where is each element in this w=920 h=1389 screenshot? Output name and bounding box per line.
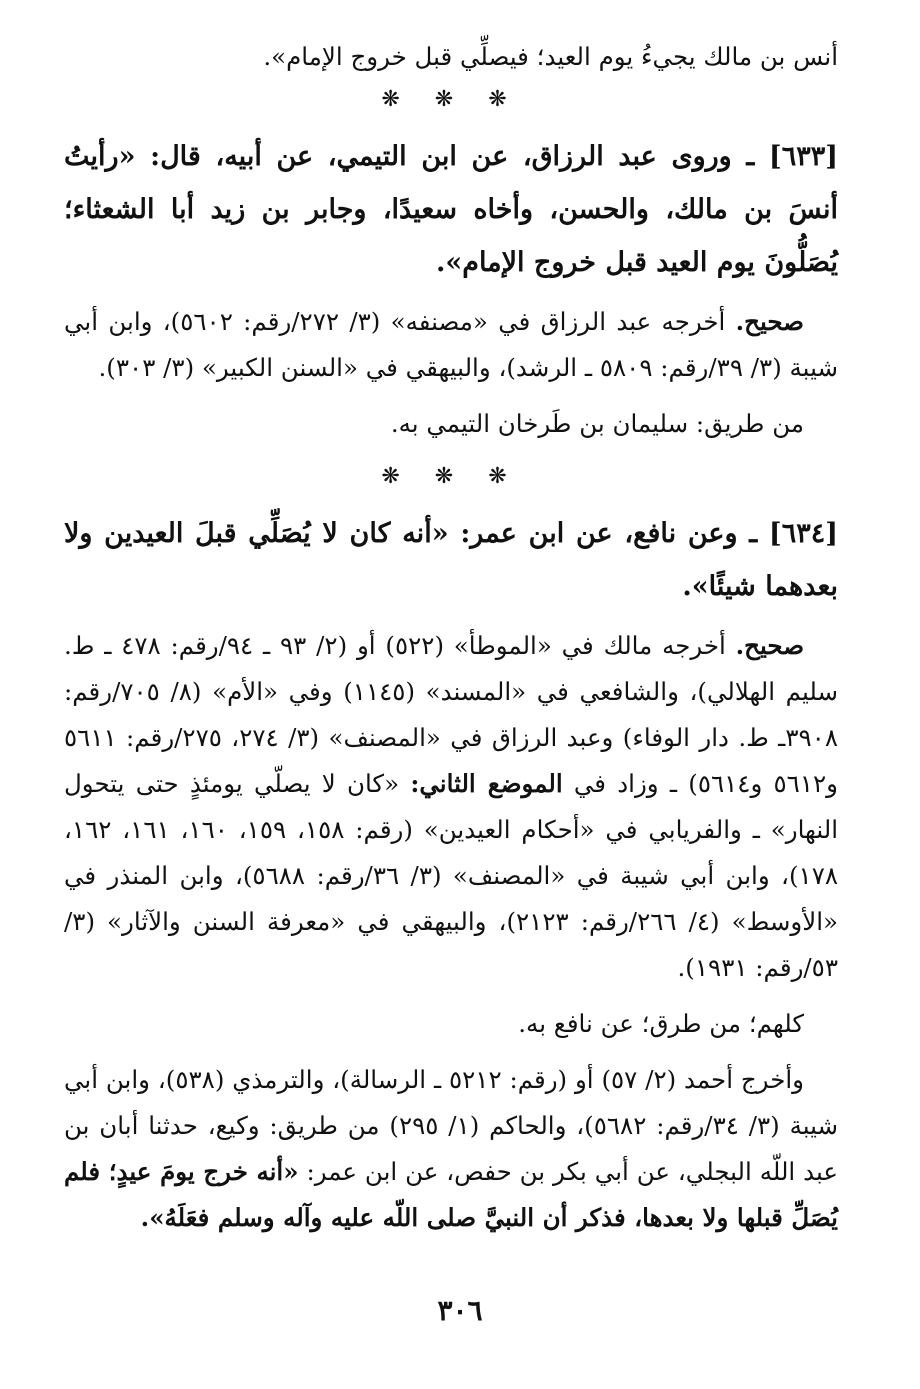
- hadith-634-takhrij-b: «كان لا يصلّي يومئذٍ حتى يتحول النهار» ـ والفريابي في «أحكام العيدين» (رقم: ١٥٨، ١٥٩، ١٦٠، ١٦١، ١٦٢، ١٧٨)، وابن أبي شيبة في «المصنف» (٣/ ٣٦/رقم: ٥٦٨٨)، وابن المنذر في «الأوسط» (٤/ ٢٦٦/رقم: ٢١٢٣)، والبيهقي في «معرفة السنن والآثار» (٣/ ٥٣/رقم: ١٩٣١).: [64, 769, 839, 982]
- hadith-634-takhrij-bold: الموضع الثاني:: [410, 769, 563, 798]
- hadith-634-takhrij-a: أخرجه مالك في «الموطأ» (٥٢٢) أو (٢/ ٩٣ ـ ٩٤/رقم: ٤٧٨ ـ ط. سليم الهلالي)، والشافعي في «المسند» (١١٤٥) وفي «الأم» (٨/ ٧٠٥/رقم: ٣٩٠٨ـ ط. دار الوفاء) وعبد الرزاق في «المصنف» (٣/ ٢٧٤، ٢٧٥/رقم: ٥٦١١ و٥٦١٢ و٥٦١٤) ـ وزاد في: [64, 631, 839, 798]
- hadith-633-grade: صحيح.: [735, 307, 804, 336]
- hadith-633-takhrij-text: أخرجه عبد الرزاق في «مصنفه» (٣/ ٢٧٢/رقم: ٥٦٠٢)، وابن أبي شيبة (٣/ ٣٩/رقم: ٥٨٠٩ ـ الرشد)، والبيهقي في «السنن الكبير» (٣/ ٣٠٣).: [64, 307, 838, 382]
- hadith-634-ahmad: [64, 1057, 838, 1241]
- hadith-634-ahmad-text: وأخرج أحمد (٢/ ٥٧) أو (رقم: ٥٢١٢ ـ الرسالة)، والترمذي (٥٣٨)، وابن أبي شيبة (٣/ ٣٤/رقم: ٥٦٨٢)، والحاكم (١/ ٢٩٥) من طريق: وكيع، حدثنا أبان بن عبد اللّه البجلي، عن أبي بكر بن حفص، عن ابن عمر:: [64, 1065, 839, 1186]
- hadith-633-text: [٦٣٣] ـ وروى عبد الرزاق، عن ابن التيمي، عن أبيه، قال: «رأيتُ أنسَ بن مالك، والحسن، وأخاه سعيدًا، وجابر بن زيد أبا الشعثاء؛ يُصَلُّونَ يوم العيد قبل خروج الإمام».: [64, 141, 838, 278]
- hadith-634-text: [٦٣٤] ـ وعن نافع، عن ابن عمر: «أنه كان لا يُصَلِّي قبلَ العيدين ولا بعدهما شيئًا».: [64, 518, 838, 602]
- section-separator: ❋ ❋ ❋: [381, 87, 521, 112]
- hadith-634-grade: صحيح.: [735, 631, 804, 660]
- hadith-634-ahmad-bold: «أنه خرج يومَ عيدٍ؛ فلم يُصَلِّ قبلها ولا بعدها، فذكر أن النبيَّ صلى اللّه عليه وآله وسلم فعَلَهُ».: [64, 1157, 838, 1232]
- hadith-633-takhrij: [64, 299, 838, 391]
- section-separator: ❋ ❋ ❋: [381, 464, 521, 489]
- hadith-634-all-routes: كلهم؛ من طرق؛ عن نافع به.: [518, 1009, 804, 1038]
- hadith-633-route: من طريق: سليمان بن طَرخان التيمي به.: [390, 409, 804, 438]
- page-number: ٣٠٦: [437, 1294, 483, 1327]
- continuation-line: أنس بن مالك يجيءُ يوم العيد؛ فيصلِّي قبل خروج الإمام».: [263, 42, 838, 71]
- hadith-634-takhrij: [64, 623, 838, 991]
